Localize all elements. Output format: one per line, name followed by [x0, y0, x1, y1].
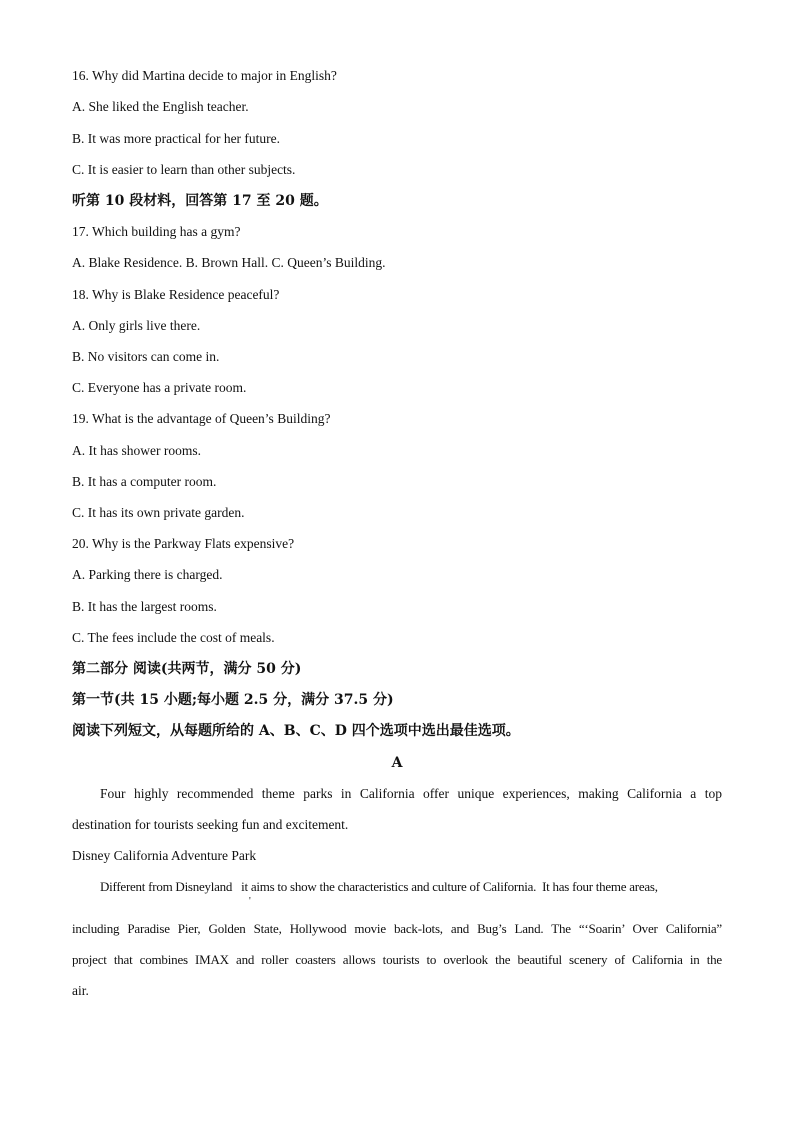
q18-option-b: B. No visitors can come in. — [72, 349, 220, 364]
intro-line-1: Four highly recommended theme parks in California offer unique experiences, making California a top — [100, 786, 722, 801]
q16-option-b: B. It was more practical for her future. — [72, 131, 281, 146]
q19-option-a: A. It has shower rooms. — [72, 443, 201, 458]
park-para-line-3: project that combines IMAX and roller coasters allows tourists to overlook the beautiful scenery of California in the — [72, 952, 722, 967]
q16-option-c: C. It is easier to learn than other subjects. — [72, 162, 296, 177]
intro-line-2: destination for tourists seeking fun and excitement. — [72, 817, 349, 832]
q19-option-b: B. It has a computer room. — [72, 474, 217, 489]
park-para-line-4: air. — [72, 983, 89, 998]
q18-option-c: C. Everyone has a private room. — [72, 380, 247, 395]
q18-option-a: A. Only girls live there. — [72, 318, 201, 333]
park-para-line-1: Different from Disneyland it aims to show the characteristics and culture of California. It has four theme areas, — [100, 879, 658, 894]
q20-option-a: A. Parking there is charged. — [72, 567, 223, 582]
park-title: Disney California Adventure Park — [72, 848, 257, 863]
q19-option-c: C. It has its own private garden. — [72, 505, 245, 520]
question-17: 17. Which building has a gym? — [72, 224, 241, 239]
park-para-line-2: including Paradise Pier, Golden State, Hollywood movie back-lots, and Bug’s Land. The “‘Soarin’ Over California” — [72, 921, 722, 936]
question-19: 19. What is the advantage of Queen’s Building? — [72, 411, 331, 426]
part-2-heading: 第二部分 阅读(共两节，满分 50 分) — [72, 661, 302, 677]
q20-option-b: B. It has the largest rooms. — [72, 599, 217, 614]
q17-options: A. Blake Residence. B. Brown Hall. C. Queen’s Building. — [72, 255, 386, 270]
reading-instruction: 阅读下列短文，从每题所给的 A、B、C、D 四个选项中选出最佳选项。 — [72, 723, 520, 739]
passage-label: A — [391, 755, 403, 771]
stray-mark: ' — [249, 896, 251, 907]
question-20: 20. Why is the Parkway Flats expensive? — [72, 536, 295, 551]
section-10-heading: 听第 10 段材料，回答第 17 至 20 题。 — [72, 193, 328, 209]
section-1-heading: 第一节(共 15 小题;每小题 2.5 分，满分 37.5 分) — [72, 692, 394, 708]
q20-option-c: C. The fees include the cost of meals. — [72, 630, 275, 645]
q16-option-a: A. She liked the English teacher. — [72, 99, 249, 114]
question-16: 16. Why did Martina decide to major in English? — [72, 68, 337, 83]
question-18: 18. Why is Blake Residence peaceful? — [72, 287, 280, 302]
